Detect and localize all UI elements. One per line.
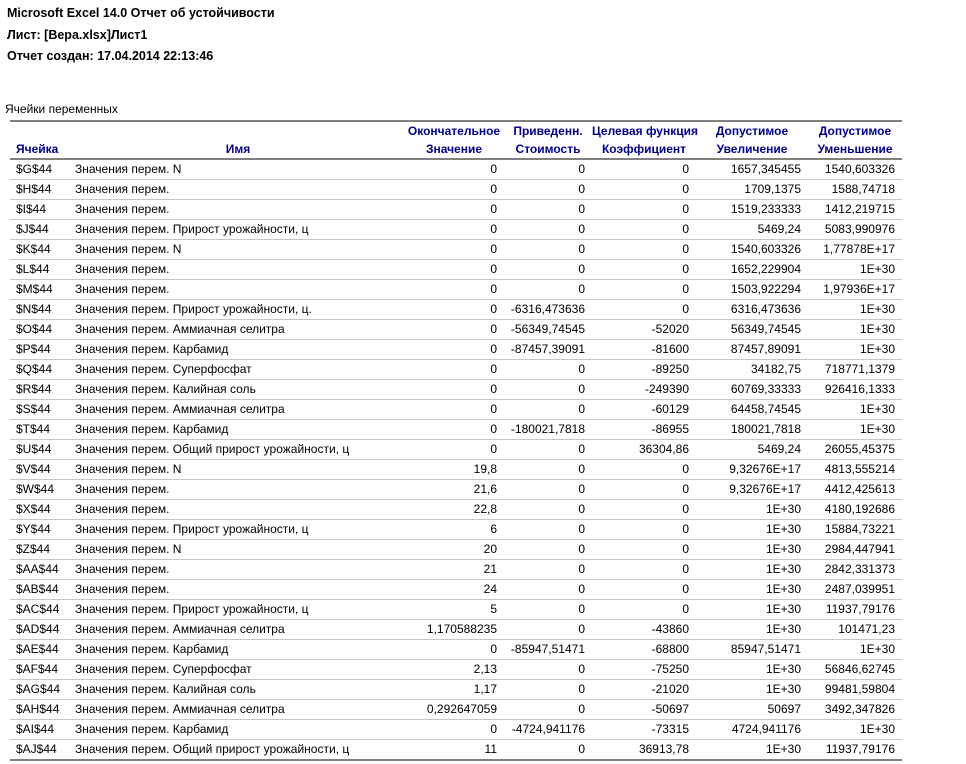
allowable-increase[interactable]: 6316,473636 (696, 300, 808, 320)
objective-coefficient[interactable]: 0 (592, 500, 696, 520)
table-row (10, 300, 902, 320)
allowable-increase[interactable]: 1652,229904 (696, 260, 808, 280)
objective-coefficient[interactable]: -50697 (592, 700, 696, 720)
allowable-increase[interactable]: 60769,33333 (696, 380, 808, 400)
reduced-cost[interactable]: 0 (504, 240, 592, 260)
table-row (10, 720, 902, 740)
table-row (10, 580, 902, 600)
table-body (10, 159, 902, 760)
final-value[interactable]: 0 (404, 220, 504, 240)
cell-ref[interactable]: $G$44 (10, 159, 72, 180)
table-row (10, 480, 902, 500)
reduced-cost[interactable]: 0 (504, 220, 592, 240)
var-name[interactable]: Значения перем. Карбамид (72, 340, 404, 360)
allowable-decrease[interactable]: 1E+30 (808, 420, 902, 440)
cell-ref[interactable]: $H$44 (10, 180, 72, 200)
table-row (10, 400, 902, 420)
sheet-info: Лист: [Вера.xlsx]Лист1 (7, 27, 148, 42)
allowable-decrease[interactable]: 1540,603326 (808, 159, 902, 180)
reduced-cost[interactable]: 0 (504, 680, 592, 700)
reduced-cost[interactable]: 0 (504, 700, 592, 720)
cell-ref[interactable]: $AA$44 (10, 560, 72, 580)
table-row (10, 280, 902, 300)
var-name[interactable]: Значения перем. Калийная соль (72, 380, 404, 400)
table-row (10, 200, 902, 220)
allowable-increase[interactable]: 87457,89091 (696, 340, 808, 360)
header-cell[interactable]: Ячейка (10, 121, 72, 159)
allowable-decrease[interactable]: 11937,79176 (808, 740, 902, 761)
cell-ref[interactable]: $AI$44 (10, 720, 72, 740)
table-row (10, 680, 902, 700)
var-name[interactable]: Значения перем. Аммиачная селитра (72, 320, 404, 340)
allowable-decrease[interactable]: 4813,555214 (808, 460, 902, 480)
reduced-cost[interactable]: 0 (504, 560, 592, 580)
objective-coefficient[interactable]: 0 (592, 560, 696, 580)
table-row (10, 240, 902, 260)
cell-ref[interactable]: $Y$44 (10, 520, 72, 540)
table-row (10, 600, 902, 620)
allowable-increase[interactable]: 9,32676E+17 (696, 480, 808, 500)
allowable-decrease[interactable]: 99481,59804 (808, 680, 902, 700)
table-row (10, 159, 902, 180)
cell-ref[interactable]: $V$44 (10, 460, 72, 480)
objective-coefficient[interactable]: 36913,78 (592, 740, 696, 761)
var-name[interactable]: Значения перем. Прирост урожайности, ц (72, 220, 404, 240)
allowable-decrease[interactable]: 4412,425613 (808, 480, 902, 500)
allowable-increase[interactable]: 1709,1375 (696, 180, 808, 200)
var-name[interactable]: Значения перем. N (72, 540, 404, 560)
final-value[interactable]: 2,13 (404, 660, 504, 680)
objective-coefficient[interactable]: 0 (592, 540, 696, 560)
final-value[interactable]: 0 (404, 159, 504, 180)
report-header (7, 3, 275, 68)
objective-coefficient[interactable]: 0 (592, 280, 696, 300)
objective-coefficient[interactable]: 0 (592, 180, 696, 200)
cell-ref[interactable]: $P$44 (10, 340, 72, 360)
allowable-decrease[interactable]: 1,97936E+17 (808, 280, 902, 300)
allowable-increase[interactable]: 50697 (696, 700, 808, 720)
final-value[interactable]: 21,6 (404, 480, 504, 500)
table-row (10, 620, 902, 640)
header-allowable-increase[interactable]: Допустимое Увеличение (696, 121, 808, 159)
allowable-decrease[interactable]: 1E+30 (808, 260, 902, 280)
var-name[interactable]: Значения перем. (72, 260, 404, 280)
final-value[interactable]: 0 (404, 320, 504, 340)
allowable-increase[interactable]: 4724,941176 (696, 720, 808, 740)
var-name[interactable]: Значения перем. Прирост урожайности, ц. (72, 300, 404, 320)
table-row (10, 420, 902, 440)
allowable-decrease[interactable]: 26055,45375 (808, 440, 902, 460)
final-value[interactable]: 0 (404, 260, 504, 280)
cell-ref[interactable]: $Q$44 (10, 360, 72, 380)
allowable-decrease[interactable]: 1412,219715 (808, 200, 902, 220)
allowable-increase[interactable]: 1503,922294 (696, 280, 808, 300)
allowable-increase[interactable]: 1E+30 (696, 680, 808, 700)
objective-coefficient[interactable]: 0 (592, 260, 696, 280)
reduced-cost[interactable]: 0 (504, 540, 592, 560)
allowable-decrease[interactable]: 3492,347826 (808, 700, 902, 720)
reduced-cost[interactable]: 0 (504, 200, 592, 220)
allowable-increase[interactable]: 9,32676E+17 (696, 460, 808, 480)
cell-ref[interactable]: $AE$44 (10, 640, 72, 660)
table-row (10, 220, 902, 240)
cell-ref[interactable]: $N$44 (10, 300, 72, 320)
allowable-increase[interactable]: 1E+30 (696, 600, 808, 620)
objective-coefficient[interactable]: -52020 (592, 320, 696, 340)
cell-ref[interactable]: $I$44 (10, 200, 72, 220)
allowable-decrease[interactable]: 926416,1333 (808, 380, 902, 400)
reduced-cost[interactable]: 0 (504, 480, 592, 500)
reduced-cost[interactable]: 0 (504, 400, 592, 420)
final-value[interactable]: 0 (404, 280, 504, 300)
final-value[interactable]: 0 (404, 340, 504, 360)
var-name[interactable]: Значения перем. Карбамид (72, 420, 404, 440)
reduced-cost[interactable]: 0 (504, 460, 592, 480)
var-name[interactable]: Значения перем. Прирост урожайности, ц (72, 600, 404, 620)
allowable-decrease[interactable]: 5083,990976 (808, 220, 902, 240)
final-value[interactable]: 6 (404, 520, 504, 540)
header-name[interactable]: Имя (72, 121, 404, 159)
cell-ref[interactable]: $AJ$44 (10, 740, 72, 761)
allowable-increase[interactable]: 1E+30 (696, 740, 808, 761)
variable-cells-table (10, 120, 902, 761)
cell-ref[interactable]: $K$44 (10, 240, 72, 260)
allowable-decrease[interactable]: 1E+30 (808, 720, 902, 740)
table-row (10, 260, 902, 280)
allowable-decrease[interactable]: 1E+30 (808, 320, 902, 340)
reduced-cost[interactable]: 0 (504, 600, 592, 620)
var-name[interactable]: Значения перем. Аммиачная селитра (72, 400, 404, 420)
table-row (10, 360, 902, 380)
reduced-cost[interactable]: -180021,7818 (504, 420, 592, 440)
cell-ref[interactable]: $AB$44 (10, 580, 72, 600)
reduced-cost[interactable]: -4724,941176 (504, 720, 592, 740)
reduced-cost[interactable]: -85947,51471 (504, 640, 592, 660)
table-row (10, 460, 902, 480)
allowable-increase[interactable]: 1E+30 (696, 500, 808, 520)
final-value[interactable]: 21 (404, 560, 504, 580)
var-name[interactable]: Значения перем. Прирост урожайности, ц (72, 520, 404, 540)
final-value[interactable]: 0 (404, 420, 504, 440)
objective-coefficient[interactable]: -86955 (592, 420, 696, 440)
objective-coefficient[interactable]: -249390 (592, 380, 696, 400)
final-value[interactable]: 24 (404, 580, 504, 600)
objective-coefficient[interactable]: -60129 (592, 400, 696, 420)
allowable-increase[interactable]: 1E+30 (696, 660, 808, 680)
cell-ref[interactable]: $U$44 (10, 440, 72, 460)
allowable-decrease[interactable]: 15884,73221 (808, 520, 902, 540)
header-reduced-cost[interactable]: Приведенн. Стоимость (504, 121, 592, 159)
objective-coefficient[interactable]: -81600 (592, 340, 696, 360)
cell-ref[interactable]: $AH$44 (10, 700, 72, 720)
final-value[interactable]: 20 (404, 540, 504, 560)
objective-coefficient[interactable]: -68800 (592, 640, 696, 660)
final-value[interactable]: 0 (404, 360, 504, 380)
allowable-increase[interactable]: 5469,24 (696, 220, 808, 240)
final-value[interactable]: 19,8 (404, 460, 504, 480)
allowable-decrease[interactable]: 56846,62745 (808, 660, 902, 680)
allowable-decrease[interactable]: 2842,331373 (808, 560, 902, 580)
section-variable-cells: Ячейки переменных (5, 102, 118, 116)
var-name[interactable]: Значения перем. (72, 280, 404, 300)
table-header-row (10, 121, 902, 159)
objective-coefficient[interactable]: 0 (592, 300, 696, 320)
allowable-increase[interactable]: 1657,345455 (696, 159, 808, 180)
var-name[interactable]: Значения перем. (72, 500, 404, 520)
objective-coefficient[interactable]: -89250 (592, 360, 696, 380)
objective-coefficient[interactable]: 0 (592, 240, 696, 260)
var-name[interactable]: Значения перем. Аммиачная селитра (72, 700, 404, 720)
cell-ref[interactable]: $R$44 (10, 380, 72, 400)
allowable-decrease[interactable]: 1E+30 (808, 400, 902, 420)
allowable-increase[interactable]: 180021,7818 (696, 420, 808, 440)
allowable-increase[interactable]: 56349,74545 (696, 320, 808, 340)
report-title: Microsoft Excel 14.0 Отчет об устойчивости (7, 6, 275, 20)
var-name[interactable]: Значения перем. (72, 480, 404, 500)
allowable-increase[interactable]: 85947,51471 (696, 640, 808, 660)
final-value[interactable]: 0,292647059 (404, 700, 504, 720)
cell-ref[interactable]: $AF$44 (10, 660, 72, 680)
allowable-increase[interactable]: 34182,75 (696, 360, 808, 380)
table-row (10, 520, 902, 540)
table-row (10, 700, 902, 720)
final-value[interactable]: 0 (404, 180, 504, 200)
final-value[interactable]: 22,8 (404, 500, 504, 520)
reduced-cost[interactable]: 0 (504, 580, 592, 600)
final-value[interactable]: 11 (404, 740, 504, 761)
table-row (10, 740, 902, 761)
reduced-cost[interactable]: -56349,74545 (504, 320, 592, 340)
allowable-increase[interactable]: 1E+30 (696, 620, 808, 640)
final-value[interactable]: 0 (404, 200, 504, 220)
var-name[interactable]: Значения перем. N (72, 240, 404, 260)
objective-coefficient[interactable]: 0 (592, 520, 696, 540)
var-name[interactable]: Значения перем. (72, 580, 404, 600)
allowable-increase[interactable]: 1540,603326 (696, 240, 808, 260)
reduced-cost[interactable]: 0 (504, 740, 592, 761)
reduced-cost[interactable]: -6316,473636 (504, 300, 592, 320)
final-value[interactable]: 0 (404, 400, 504, 420)
reduced-cost[interactable]: 0 (504, 280, 592, 300)
allowable-decrease[interactable]: 718771,1379 (808, 360, 902, 380)
cell-ref[interactable]: $X$44 (10, 500, 72, 520)
cell-ref[interactable]: $AC$44 (10, 600, 72, 620)
objective-coefficient[interactable]: 0 (592, 220, 696, 240)
cell-ref[interactable]: $AG$44 (10, 680, 72, 700)
cell-ref[interactable]: $J$44 (10, 220, 72, 240)
reduced-cost[interactable]: 0 (504, 260, 592, 280)
reduced-cost[interactable]: 0 (504, 180, 592, 200)
objective-coefficient[interactable]: -43860 (592, 620, 696, 640)
reduced-cost[interactable]: 0 (504, 380, 592, 400)
header-allowable-decrease[interactable]: Допустимое Уменьшение (808, 121, 902, 159)
final-value[interactable]: 0 (404, 380, 504, 400)
var-name[interactable]: Значения перем. (72, 560, 404, 580)
final-value[interactable]: 0 (404, 640, 504, 660)
reduced-cost[interactable]: -87457,39091 (504, 340, 592, 360)
allowable-decrease[interactable]: 4180,192686 (808, 500, 902, 520)
reduced-cost[interactable]: 0 (504, 159, 592, 180)
created-info: Отчет создан: 17.04.2014 22:13:46 (7, 49, 214, 63)
table-row (10, 380, 902, 400)
var-name[interactable]: Значения перем. Карбамид (72, 640, 404, 660)
final-value[interactable]: 0 (404, 240, 504, 260)
allowable-increase[interactable]: 64458,74545 (696, 400, 808, 420)
objective-coefficient[interactable]: -21020 (592, 680, 696, 700)
table-row (10, 180, 902, 200)
objective-coefficient[interactable]: 36304,86 (592, 440, 696, 460)
objective-coefficient[interactable]: -73315 (592, 720, 696, 740)
cell-ref[interactable]: $O$44 (10, 320, 72, 340)
allowable-decrease[interactable]: 1,77878E+17 (808, 240, 902, 260)
header-final-value[interactable]: Окончательное Значение (404, 121, 504, 159)
final-value[interactable]: 1,170588235 (404, 620, 504, 640)
header-objective-coefficient[interactable]: Целевая функция Коэффициент (592, 121, 696, 159)
allowable-decrease[interactable]: 101471,23 (808, 620, 902, 640)
cell-ref[interactable]: $T$44 (10, 420, 72, 440)
objective-coefficient[interactable]: 0 (592, 159, 696, 180)
final-value[interactable]: 0 (404, 440, 504, 460)
allowable-increase[interactable]: 1E+30 (696, 580, 808, 600)
allowable-increase[interactable]: 1E+30 (696, 540, 808, 560)
table-row (10, 500, 902, 520)
var-name[interactable]: Значения перем. Калийная соль (72, 680, 404, 700)
allowable-decrease[interactable]: 1588,74718 (808, 180, 902, 200)
var-name[interactable]: Значения перем. Аммиачная селитра (72, 620, 404, 640)
final-value[interactable]: 0 (404, 720, 504, 740)
objective-coefficient[interactable]: 0 (592, 200, 696, 220)
reduced-cost[interactable]: 0 (504, 440, 592, 460)
var-name[interactable]: Значения перем. N (72, 159, 404, 180)
objective-coefficient[interactable]: 0 (592, 460, 696, 480)
cell-ref[interactable]: $S$44 (10, 400, 72, 420)
objective-coefficient[interactable]: -75250 (592, 660, 696, 680)
table-row (10, 560, 902, 580)
cell-ref[interactable]: $Z$44 (10, 540, 72, 560)
table-row (10, 320, 902, 340)
var-name[interactable]: Значения перем. Общий прирост урожайности, ц (72, 440, 404, 460)
table-row (10, 440, 902, 460)
allowable-increase[interactable]: 1519,233333 (696, 200, 808, 220)
cell-ref[interactable]: $AD$44 (10, 620, 72, 640)
cell-ref[interactable]: $W$44 (10, 480, 72, 500)
final-value[interactable]: 1,17 (404, 680, 504, 700)
cell-ref[interactable]: $M$44 (10, 280, 72, 300)
var-name[interactable]: Значения перем. Суперфосфат (72, 660, 404, 680)
var-name[interactable]: Значения перем. (72, 180, 404, 200)
table-row (10, 540, 902, 560)
table-row (10, 660, 902, 680)
reduced-cost[interactable]: 0 (504, 660, 592, 680)
allowable-increase[interactable]: 1E+30 (696, 560, 808, 580)
table-row (10, 640, 902, 660)
var-name[interactable]: Значения перем. (72, 200, 404, 220)
reduced-cost[interactable]: 0 (504, 500, 592, 520)
allowable-decrease[interactable]: 1E+30 (808, 640, 902, 660)
reduced-cost[interactable]: 0 (504, 520, 592, 540)
final-value[interactable]: 0 (404, 300, 504, 320)
cell-ref[interactable]: $L$44 (10, 260, 72, 280)
var-name[interactable]: Значения перем. Общий прирост урожайности, ц (72, 740, 404, 761)
table-row (10, 340, 902, 360)
allowable-decrease[interactable]: 1E+30 (808, 340, 902, 360)
objective-coefficient[interactable]: 0 (592, 600, 696, 620)
allowable-increase[interactable]: 5469,24 (696, 440, 808, 460)
reduced-cost[interactable]: 0 (504, 360, 592, 380)
allowable-decrease[interactable]: 2487,039951 (808, 580, 902, 600)
objective-coefficient[interactable]: 0 (592, 580, 696, 600)
allowable-decrease[interactable]: 11937,79176 (808, 600, 902, 620)
allowable-decrease[interactable]: 2984,447941 (808, 540, 902, 560)
allowable-increase[interactable]: 1E+30 (696, 520, 808, 540)
final-value[interactable]: 5 (404, 600, 504, 620)
var-name[interactable]: Значения перем. N (72, 460, 404, 480)
reduced-cost[interactable]: 0 (504, 620, 592, 640)
var-name[interactable]: Значения перем. Суперфосфат (72, 360, 404, 380)
var-name[interactable]: Значения перем. Карбамид (72, 720, 404, 740)
allowable-decrease[interactable]: 1E+30 (808, 300, 902, 320)
objective-coefficient[interactable]: 0 (592, 480, 696, 500)
